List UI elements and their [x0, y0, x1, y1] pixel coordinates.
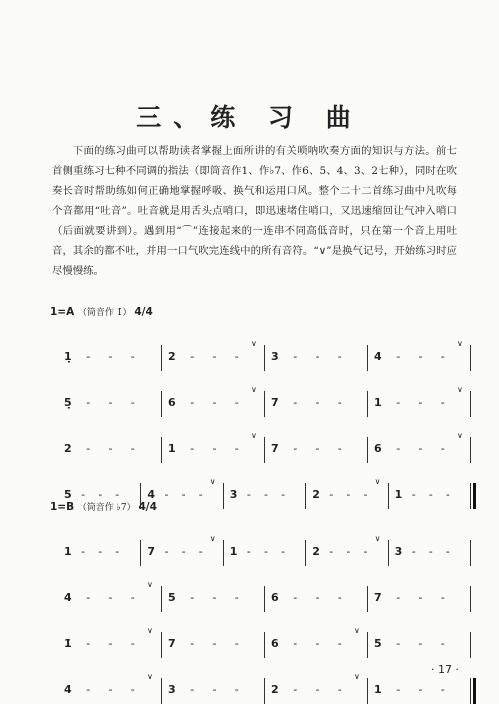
dash: -: [293, 350, 298, 363]
section-label: [50, 500, 157, 513]
dash: -: [418, 637, 423, 650]
dash: -: [337, 350, 342, 363]
measure: [305, 534, 388, 566]
staff-row: [58, 534, 478, 566]
dash: -: [130, 396, 135, 409]
note: 2: [64, 442, 72, 455]
dash: -: [418, 396, 423, 409]
dash: -: [212, 591, 217, 604]
dash: -: [428, 488, 433, 501]
measure: [223, 540, 306, 566]
dash: -: [181, 488, 186, 501]
dash: -: [198, 545, 203, 558]
measure: [388, 483, 471, 509]
note: 2: [271, 683, 279, 696]
dash: -: [234, 396, 239, 409]
breath-mark: ∨: [457, 385, 463, 394]
dash: -: [337, 683, 342, 696]
final-barline: [470, 678, 476, 704]
dash: -: [396, 442, 401, 455]
dash: -: [108, 396, 113, 409]
dash: -: [315, 591, 320, 604]
dash: -: [337, 396, 342, 409]
dash: -: [212, 442, 217, 455]
dash: -: [411, 488, 416, 501]
staff-row: [58, 431, 478, 463]
dash: -: [115, 545, 120, 558]
dash: -: [246, 488, 251, 501]
dash: -: [315, 637, 320, 650]
page-title: 三、练 习 曲: [136, 103, 363, 132]
dash: -: [81, 488, 86, 501]
page-number: · 17 ·: [431, 663, 459, 676]
dash: -: [440, 442, 445, 455]
dash: -: [411, 545, 416, 558]
measure: [388, 540, 471, 566]
measure: [264, 391, 368, 417]
dash: -: [418, 442, 423, 455]
measure: [58, 540, 140, 566]
dash: -: [337, 442, 342, 455]
note: 2: [312, 488, 320, 501]
note: 6: [271, 637, 279, 650]
dash: -: [108, 350, 113, 363]
dash: -: [108, 637, 113, 650]
dash: -: [396, 683, 401, 696]
staff-row: [58, 385, 478, 417]
final-barline: [470, 483, 476, 509]
dash: -: [130, 442, 135, 455]
dash: -: [212, 683, 217, 696]
dash: -: [234, 591, 239, 604]
dash: -: [246, 545, 251, 558]
note: 1: [374, 683, 382, 696]
dash: -: [198, 488, 203, 501]
note: 1̇: [64, 637, 72, 650]
dash: -: [315, 396, 320, 409]
measure: [58, 437, 161, 463]
dash: -: [86, 591, 91, 604]
breath-mark: ∨: [374, 477, 381, 486]
dash: -: [281, 488, 286, 501]
measure: [58, 391, 161, 417]
measure: [58, 580, 161, 612]
dash: -: [86, 442, 91, 455]
note: 5̣: [64, 396, 72, 409]
time-signature: 4/4: [134, 306, 153, 318]
measure: [367, 632, 471, 658]
dash: -: [418, 350, 423, 363]
breath-mark: ∨: [147, 580, 153, 589]
dash: -: [396, 350, 401, 363]
dash: -: [108, 591, 113, 604]
measure: [58, 672, 161, 704]
dash: -: [190, 683, 195, 696]
barline: [470, 540, 478, 566]
dash: -: [212, 350, 217, 363]
dash: -: [445, 488, 450, 501]
breath-mark: ∨: [209, 534, 216, 543]
staff-row: [58, 339, 478, 371]
note: 7: [271, 396, 279, 409]
dash: -: [108, 442, 113, 455]
note: 7: [271, 442, 279, 455]
measure: [58, 345, 161, 371]
section-label: [50, 305, 153, 318]
dash: -: [346, 545, 351, 558]
dash: -: [212, 396, 217, 409]
dash: -: [418, 591, 423, 604]
dash: -: [440, 350, 445, 363]
dash: -: [396, 591, 401, 604]
dash: -: [315, 683, 320, 696]
dash: -: [337, 637, 342, 650]
measure: [223, 483, 306, 509]
note: 1: [168, 442, 176, 455]
note: 4: [374, 350, 382, 363]
note: 7: [168, 637, 176, 650]
dash: -: [130, 637, 135, 650]
note: 2: [168, 350, 176, 363]
dash: -: [440, 396, 445, 409]
breath-mark: ∨: [354, 626, 360, 635]
measure: [58, 626, 161, 658]
staff-row: [58, 672, 478, 704]
key-signature: 1=A: [50, 306, 78, 318]
breath-mark: ∨: [209, 477, 216, 486]
measure: [264, 437, 368, 463]
dash: -: [190, 396, 195, 409]
staff-row: [58, 626, 478, 658]
staff-row: [58, 580, 478, 612]
note: 6: [168, 396, 176, 409]
breath-mark: ∨: [251, 339, 257, 348]
note: 4: [64, 683, 72, 696]
dash: -: [130, 591, 135, 604]
measure: [264, 586, 368, 612]
barline: [470, 586, 478, 612]
dash: -: [329, 545, 334, 558]
measure: [161, 339, 265, 371]
dash: -: [98, 488, 103, 501]
measure: [367, 339, 471, 371]
dash: -: [190, 591, 195, 604]
measure: [264, 626, 368, 658]
note: 1: [374, 396, 382, 409]
measure: [161, 385, 265, 417]
intro-paragraph: 下面的练习曲可以帮助读者掌握上面所讲的有关唢呐吹奏方面的知识与方法。前七首侧重练习七种不同调的指法（即筒音作1、作♭7、作6、5、4、3、2七种），同时在吹奏长音时帮助练如何正确地掌握呼吸、换气和运用口风。整个二十二首练习曲中凡吹每个音都用“吐音”。吐音就是用舌头点哨口，即迅速堵住哨口，又迅速缩回让气冲入哨口（后面就要讲到）。遇到用“⌒”连接起来的一连串不同高低音时，只在第一个音上用吐音，其余的都不吐，并用一口气吹完连线中的所有音符。“∨”是换气记号，开始练习时应尽慢慢练。: [52, 145, 457, 277]
note: 1: [229, 545, 238, 558]
breath-mark: ∨: [457, 339, 463, 348]
dash: -: [86, 683, 91, 696]
note: 3: [394, 545, 403, 558]
dash: -: [98, 545, 103, 558]
dash: -: [86, 396, 91, 409]
dash: -: [190, 637, 195, 650]
dash: -: [293, 442, 298, 455]
barline: [470, 632, 478, 658]
breath-mark: ∨: [457, 431, 463, 440]
measure: [140, 534, 223, 566]
dash: -: [130, 683, 135, 696]
dash: -: [81, 545, 86, 558]
dash: -: [263, 545, 268, 558]
measure: [305, 477, 388, 509]
dash: -: [293, 396, 298, 409]
note: 5: [374, 637, 382, 650]
breath-mark: ∨: [251, 431, 257, 440]
dash: -: [363, 545, 368, 558]
measure: [367, 586, 471, 612]
dash: -: [234, 442, 239, 455]
intro-text: [52, 141, 457, 281]
note: 2: [312, 545, 320, 558]
dash: -: [440, 637, 445, 650]
barline: [470, 437, 478, 463]
dash: -: [445, 545, 450, 558]
dash: -: [263, 488, 268, 501]
note: 5: [64, 488, 72, 501]
measure: [264, 345, 368, 371]
dash: -: [329, 488, 334, 501]
measure: [161, 586, 265, 612]
note: 6: [271, 591, 279, 604]
dash: -: [86, 350, 91, 363]
note: 3: [271, 350, 279, 363]
measure: [367, 431, 471, 463]
breath-mark: ∨: [147, 626, 153, 635]
dash: -: [86, 637, 91, 650]
dash: -: [440, 591, 445, 604]
note: 5: [168, 591, 176, 604]
measure: [367, 385, 471, 417]
dash: -: [418, 683, 423, 696]
fingering-note: （筒音作 ♭7）: [77, 503, 139, 513]
dash: -: [281, 545, 286, 558]
fingering-note: （筒音作 1̇）: [77, 308, 135, 318]
measure: [367, 678, 471, 704]
dash: -: [190, 350, 195, 363]
dash: -: [234, 350, 239, 363]
note: 7: [374, 591, 382, 604]
note: 3: [229, 488, 238, 501]
dash: -: [115, 488, 120, 501]
measure: [161, 678, 265, 704]
dash: -: [164, 488, 169, 501]
dash: -: [181, 545, 186, 558]
barline: [470, 391, 478, 417]
note: 1: [394, 488, 403, 501]
dash: -: [346, 488, 351, 501]
breath-mark: ∨: [251, 385, 257, 394]
dash: -: [396, 396, 401, 409]
dash: -: [293, 591, 298, 604]
dash: -: [190, 442, 195, 455]
measure: [264, 672, 368, 704]
dash: -: [130, 350, 135, 363]
breath-mark: ∨: [147, 672, 153, 681]
note: 1: [64, 545, 72, 558]
note: 6: [374, 442, 382, 455]
dash: -: [363, 488, 368, 501]
note: 4: [64, 591, 72, 604]
dash: -: [337, 591, 342, 604]
note: 3: [168, 683, 176, 696]
dash: -: [234, 637, 239, 650]
measure: [161, 431, 265, 463]
dash: -: [315, 350, 320, 363]
note: 7: [147, 545, 156, 558]
note: 1̣: [64, 350, 72, 363]
time-signature: 4/4: [138, 501, 157, 513]
dash: -: [396, 637, 401, 650]
dash: -: [440, 683, 445, 696]
barline: [470, 345, 478, 371]
measure: [161, 632, 265, 658]
dash: -: [293, 683, 298, 696]
note: 4: [147, 488, 156, 501]
dash: -: [212, 637, 217, 650]
dash: -: [293, 637, 298, 650]
breath-mark: ∨: [354, 672, 360, 681]
dash: -: [234, 683, 239, 696]
dash: -: [164, 545, 169, 558]
dash: -: [315, 442, 320, 455]
dash: -: [428, 545, 433, 558]
key-signature: 1=B: [50, 501, 78, 513]
dash: -: [108, 683, 113, 696]
breath-mark: ∨: [374, 534, 381, 543]
